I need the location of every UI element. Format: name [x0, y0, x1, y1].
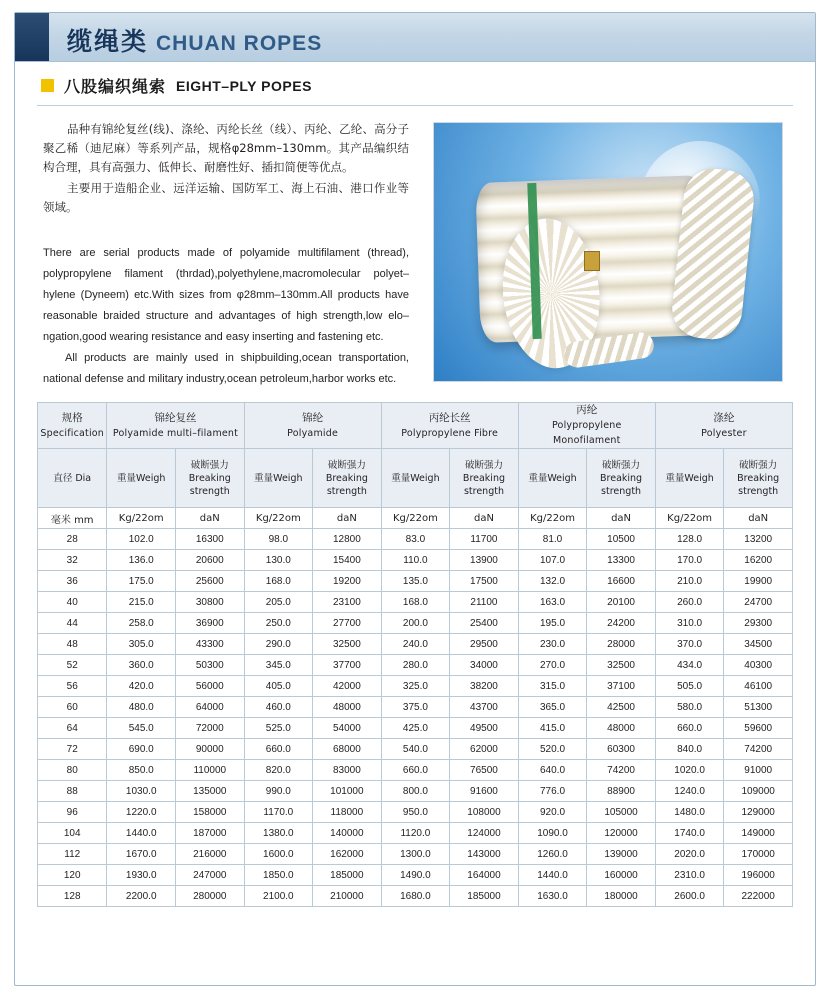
cn-paragraph-2: 主要用于造船企业、远洋运输、国防军工、海上石油、港口作业等领域。 [43, 181, 409, 214]
page-frame [14, 12, 816, 986]
table-cell: 1300.0 [381, 844, 450, 865]
table-cell: 280000 [176, 886, 245, 907]
subhead-weight-3: 重量Weigh [381, 449, 450, 508]
table-cell: 49500 [450, 718, 519, 739]
header-title-cn: 缆绳类 [67, 27, 149, 56]
table-cell: 16300 [176, 529, 245, 550]
table-cell: 25400 [450, 613, 519, 634]
group-cn: 涤纶 [713, 411, 735, 424]
table-cell: 30800 [176, 592, 245, 613]
group-header-polypropylene-monofilament [518, 403, 655, 449]
table-cell: 101000 [313, 781, 382, 802]
table-cell: 250.0 [244, 613, 313, 634]
table-cell: 110.0 [381, 550, 450, 571]
table-cell: 19900 [724, 571, 793, 592]
subhead-diameter: 直径 Dia [38, 449, 107, 508]
subhead-weight-2: 重量Weigh [244, 449, 313, 508]
table-cell: 163.0 [518, 592, 587, 613]
table-cell: 98.0 [244, 529, 313, 550]
table-cell: 91000 [724, 760, 793, 781]
table-row [38, 550, 793, 571]
table-cell: 920.0 [518, 802, 587, 823]
group-en: Polyamide multi–filament [112, 427, 239, 439]
table-cell: 25600 [176, 571, 245, 592]
table-cell: 2100.0 [244, 886, 313, 907]
table-cell: 168.0 [244, 571, 313, 592]
table-cell: 1680.0 [381, 886, 450, 907]
table-cell: 800.0 [381, 781, 450, 802]
table-cell: 280.0 [381, 655, 450, 676]
table-cell: 10500 [587, 529, 656, 550]
table-cell: 2600.0 [655, 886, 724, 907]
table-cell: 164000 [450, 865, 519, 886]
table-cell: 2200.0 [107, 886, 176, 907]
table-cell: 13300 [587, 550, 656, 571]
table-cell: 24200 [587, 613, 656, 634]
table-cell: 15400 [313, 550, 382, 571]
table-cell: 215.0 [107, 592, 176, 613]
table-cell: 210000 [313, 886, 382, 907]
table-cell: 37100 [587, 676, 656, 697]
table-cell: 1380.0 [244, 823, 313, 844]
table-cell: 88900 [587, 781, 656, 802]
table-cell: 17500 [450, 571, 519, 592]
table-cell: 1170.0 [244, 802, 313, 823]
table-cell: 130.0 [244, 550, 313, 571]
table-cell: 64000 [176, 697, 245, 718]
group-en: Polypropylene Fibre [401, 427, 499, 439]
chinese-description [37, 120, 409, 217]
table-cell: 415.0 [518, 718, 587, 739]
table-cell: 128.0 [655, 529, 724, 550]
table-cell: 96 [38, 802, 107, 823]
table-cell: 1440.0 [107, 823, 176, 844]
bullet-square-icon [41, 79, 54, 92]
table-cell: 290.0 [244, 634, 313, 655]
subhead-weight-5: 重量Weigh [655, 449, 724, 508]
table-cell: 375.0 [381, 697, 450, 718]
unit-cell: Kg/22om [107, 508, 176, 529]
table-cell: 540.0 [381, 739, 450, 760]
table-cell: 1240.0 [655, 781, 724, 802]
table-cell: 158000 [176, 802, 245, 823]
table-cell: 120 [38, 865, 107, 886]
table-cell: 34500 [724, 634, 793, 655]
group-cn: 丙纶 [576, 404, 598, 416]
table-cell: 216000 [176, 844, 245, 865]
table-cell: 56000 [176, 676, 245, 697]
page-header [15, 13, 815, 62]
table-cell: 175.0 [107, 571, 176, 592]
table-cell: 12800 [313, 529, 382, 550]
table-cell: 1850.0 [244, 865, 313, 886]
table-cell: 37700 [313, 655, 382, 676]
table-cell: 143000 [450, 844, 519, 865]
table-row [38, 571, 793, 592]
table-cell: 62000 [450, 739, 519, 760]
table-cell: 1220.0 [107, 802, 176, 823]
table-cell: 1020.0 [655, 760, 724, 781]
subhead-breaking-strength-2: 破断强力 Breaking strength [313, 449, 382, 508]
table-cell: 48 [38, 634, 107, 655]
table-row [38, 634, 793, 655]
table-row [38, 781, 793, 802]
subhead-breaking-strength-3: 破断强力 Breaking strength [450, 449, 519, 508]
table-cell: 315.0 [518, 676, 587, 697]
group-header-polypropylene-fibre [381, 403, 518, 449]
table-cell: 42500 [587, 697, 656, 718]
table-cell: 990.0 [244, 781, 313, 802]
table-cell: 168.0 [381, 592, 450, 613]
table-cell: 310.0 [655, 613, 724, 634]
table-row [38, 739, 793, 760]
table-cell: 200.0 [381, 613, 450, 634]
table-cell: 72 [38, 739, 107, 760]
unit-cell: daN [450, 508, 519, 529]
header-title-en: CHUAN ROPES [156, 32, 323, 55]
table-cell: 185000 [450, 886, 519, 907]
table-cell: 170000 [724, 844, 793, 865]
table-cell: 68000 [313, 739, 382, 760]
table-cell: 1480.0 [655, 802, 724, 823]
product-photo [433, 122, 783, 382]
spec-table-wrap [15, 396, 815, 907]
table-cell: 13900 [450, 550, 519, 571]
table-cell: 434.0 [655, 655, 724, 676]
table-cell: 29300 [724, 613, 793, 634]
table-cell: 1120.0 [381, 823, 450, 844]
subhead-breaking-strength-4: 破断强力 Breaking strength [587, 449, 656, 508]
table-cell: 72000 [176, 718, 245, 739]
table-cell: 46100 [724, 676, 793, 697]
unit-cell: 毫米 mm [38, 508, 107, 529]
table-cell: 170.0 [655, 550, 724, 571]
table-cell: 20600 [176, 550, 245, 571]
table-cell: 60 [38, 697, 107, 718]
group-header-polyamide [244, 403, 381, 449]
header-accent-bar [15, 13, 49, 61]
table-cell: 21100 [450, 592, 519, 613]
table-cell: 1670.0 [107, 844, 176, 865]
table-cell: 140000 [313, 823, 382, 844]
unit-cell: daN [176, 508, 245, 529]
table-cell: 60300 [587, 739, 656, 760]
table-cell: 110000 [176, 760, 245, 781]
table-cell: 1030.0 [107, 781, 176, 802]
table-cell: 196000 [724, 865, 793, 886]
table-cell: 210.0 [655, 571, 724, 592]
table-cell: 56 [38, 676, 107, 697]
table-row [38, 718, 793, 739]
table-cell: 105000 [587, 802, 656, 823]
table-cell: 776.0 [518, 781, 587, 802]
table-cell: 660.0 [244, 739, 313, 760]
content-area [15, 106, 815, 396]
group-cn: 规格 [61, 411, 83, 424]
table-cell: 74200 [587, 760, 656, 781]
table-cell: 42000 [313, 676, 382, 697]
unit-cell: Kg/22om [518, 508, 587, 529]
table-cell: 690.0 [107, 739, 176, 760]
table-row [38, 655, 793, 676]
table-cell: 260.0 [655, 592, 724, 613]
subhead-weight-4: 重量Weigh [518, 449, 587, 508]
table-cell: 1440.0 [518, 865, 587, 886]
table-row [38, 802, 793, 823]
table-cell: 247000 [176, 865, 245, 886]
table-cell: 36 [38, 571, 107, 592]
table-cell: 91600 [450, 781, 519, 802]
table-cell: 160000 [587, 865, 656, 886]
table-cell: 74200 [724, 739, 793, 760]
table-cell: 112 [38, 844, 107, 865]
table-cell: 1930.0 [107, 865, 176, 886]
table-cell: 139000 [587, 844, 656, 865]
group-header-polyamide-multifilament [107, 403, 244, 449]
table-cell: 1600.0 [244, 844, 313, 865]
table-cell: 104 [38, 823, 107, 844]
table-cell: 32500 [587, 655, 656, 676]
table-cell: 16600 [587, 571, 656, 592]
table-cell: 135.0 [381, 571, 450, 592]
table-cell: 1740.0 [655, 823, 724, 844]
subhead-breaking-strength-5: 破断强力 Breaking strength [724, 449, 793, 508]
table-cell: 1630.0 [518, 886, 587, 907]
table-cell: 50300 [176, 655, 245, 676]
table-cell: 325.0 [381, 676, 450, 697]
table-body [38, 508, 793, 907]
table-cell: 525.0 [244, 718, 313, 739]
table-cell: 1490.0 [381, 865, 450, 886]
table-cell: 660.0 [655, 718, 724, 739]
table-cell: 120000 [587, 823, 656, 844]
table-cell: 345.0 [244, 655, 313, 676]
unit-cell: daN [587, 508, 656, 529]
table-cell: 460.0 [244, 697, 313, 718]
group-en: Polypropylene Monofilament [551, 420, 622, 446]
table-cell: 128 [38, 886, 107, 907]
table-cell: 850.0 [107, 760, 176, 781]
table-cell: 2310.0 [655, 865, 724, 886]
table-cell: 27700 [313, 613, 382, 634]
table-cell: 1260.0 [518, 844, 587, 865]
table-cell: 162000 [313, 844, 382, 865]
table-cell: 51300 [724, 697, 793, 718]
rope-label-tag [584, 251, 600, 271]
table-cell: 64 [38, 718, 107, 739]
table-cell: 16200 [724, 550, 793, 571]
table-head [38, 403, 793, 508]
table-row [38, 844, 793, 865]
table-cell: 83000 [313, 760, 382, 781]
en-paragraph-1: There are serial products made of polyamide multifilament (thread), polypropylene filament (thrdad),polyethylene,macromolecular polyet–hylene (Dyneem) etc.With sizes from φ28mm–130mm.All products have reasonable braided structure and advantages of high strength,low elo–ngation,good wearing resistance and easy inserting and fastening etc. [43, 247, 409, 343]
table-cell: 580.0 [655, 697, 724, 718]
table-cell: 28 [38, 529, 107, 550]
group-en: Polyamide [287, 427, 339, 439]
unit-cell: Kg/22om [381, 508, 450, 529]
table-cell: 83.0 [381, 529, 450, 550]
subhead-breaking-strength-1: 破断强力 Breaking strength [176, 449, 245, 508]
table-row [38, 865, 793, 886]
specification-table [37, 402, 793, 907]
table-cell: 20100 [587, 592, 656, 613]
table-cell: 32 [38, 550, 107, 571]
unit-cell: Kg/22om [244, 508, 313, 529]
group-header-polyester [655, 403, 792, 449]
table-cell: 135000 [176, 781, 245, 802]
table-cell: 80 [38, 760, 107, 781]
table-cell: 270.0 [518, 655, 587, 676]
table-cell: 52 [38, 655, 107, 676]
table-cell: 370.0 [655, 634, 724, 655]
table-cell: 28000 [587, 634, 656, 655]
table-cell: 205.0 [244, 592, 313, 613]
table-row [38, 676, 793, 697]
table-cell: 107.0 [518, 550, 587, 571]
table-cell: 820.0 [244, 760, 313, 781]
table-cell: 54000 [313, 718, 382, 739]
table-cell: 360.0 [107, 655, 176, 676]
table-row [38, 823, 793, 844]
table-cell: 480.0 [107, 697, 176, 718]
table-cell: 230.0 [518, 634, 587, 655]
table-row [38, 592, 793, 613]
table-cell: 129000 [724, 802, 793, 823]
table-cell: 43300 [176, 634, 245, 655]
table-cell: 420.0 [107, 676, 176, 697]
group-cn: 锦纶 [302, 411, 324, 424]
table-cell: 40 [38, 592, 107, 613]
table-cell: 19200 [313, 571, 382, 592]
table-cell: 185000 [313, 865, 382, 886]
table-cell: 840.0 [655, 739, 724, 760]
table-cell: 240.0 [381, 634, 450, 655]
table-cell: 640.0 [518, 760, 587, 781]
table-cell: 36900 [176, 613, 245, 634]
group-en: Specification [40, 427, 105, 439]
group-en: Polyester [701, 427, 747, 439]
english-description [37, 243, 409, 390]
group-cn: 丙纶长丝 [428, 411, 471, 424]
table-cell: 124000 [450, 823, 519, 844]
table-cell: 660.0 [381, 760, 450, 781]
table-cell: 109000 [724, 781, 793, 802]
table-cell: 81.0 [518, 529, 587, 550]
table-cell: 48000 [587, 718, 656, 739]
table-cell: 108000 [450, 802, 519, 823]
table-cell: 1090.0 [518, 823, 587, 844]
description-column [37, 120, 409, 390]
table-cell: 425.0 [381, 718, 450, 739]
table-cell: 520.0 [518, 739, 587, 760]
table-cell: 88 [38, 781, 107, 802]
group-header-specification [38, 403, 107, 449]
en-paragraph-2: All products are mainly used in shipbuilding,ocean transportation, national defense and military industry,ocean petroleum,harbor works etc. [43, 352, 409, 385]
table-row [38, 760, 793, 781]
table-cell: 305.0 [107, 634, 176, 655]
table-cell: 44 [38, 613, 107, 634]
table-row [38, 613, 793, 634]
table-cell: 48000 [313, 697, 382, 718]
table-cell: 23100 [313, 592, 382, 613]
subtitle-en: EIGHT–PLY POPES [176, 77, 312, 94]
subhead-weight-1: 重量Weigh [107, 449, 176, 508]
sub-header-row [38, 449, 793, 508]
table-cell: 132.0 [518, 571, 587, 592]
subtitle-cn: 八股编织绳索 [64, 77, 167, 96]
table-cell: 76500 [450, 760, 519, 781]
table-cell: 59600 [724, 718, 793, 739]
unit-cell: daN [724, 508, 793, 529]
section-subtitle [15, 62, 815, 103]
cn-paragraph-1: 品种有锦纶复丝(线)、涤纶、丙纶长丝（线）、丙纶、乙纶、高分子聚乙稀（迪尼麻）等系列产品，规格φ28mm–130mm。其产品编织结构合理，具有高强力、低伸长、耐磨性好、插扣简便等优点。 [43, 122, 409, 174]
table-cell: 34000 [450, 655, 519, 676]
table-cell: 102.0 [107, 529, 176, 550]
group-cn: 锦纶复丝 [154, 411, 197, 424]
unit-cell: Kg/22om [655, 508, 724, 529]
group-header-row [38, 403, 793, 449]
table-cell: 505.0 [655, 676, 724, 697]
table-cell: 222000 [724, 886, 793, 907]
table-cell: 180000 [587, 886, 656, 907]
units-row [38, 508, 793, 529]
table-cell: 258.0 [107, 613, 176, 634]
table-cell: 118000 [313, 802, 382, 823]
unit-cell: daN [313, 508, 382, 529]
photo-column [423, 120, 793, 390]
table-cell: 90000 [176, 739, 245, 760]
header-title [67, 22, 322, 58]
table-cell: 29500 [450, 634, 519, 655]
table-cell: 11700 [450, 529, 519, 550]
table-cell: 13200 [724, 529, 793, 550]
table-cell: 40300 [724, 655, 793, 676]
table-cell: 950.0 [381, 802, 450, 823]
table-cell: 149000 [724, 823, 793, 844]
table-cell: 24700 [724, 592, 793, 613]
table-cell: 365.0 [518, 697, 587, 718]
table-row [38, 697, 793, 718]
table-cell: 38200 [450, 676, 519, 697]
footer-space [15, 907, 815, 923]
table-cell: 195.0 [518, 613, 587, 634]
table-cell: 2020.0 [655, 844, 724, 865]
table-cell: 545.0 [107, 718, 176, 739]
table-cell: 32500 [313, 634, 382, 655]
table-cell: 187000 [176, 823, 245, 844]
table-row [38, 886, 793, 907]
table-cell: 405.0 [244, 676, 313, 697]
table-cell: 136.0 [107, 550, 176, 571]
table-cell: 43700 [450, 697, 519, 718]
table-row [38, 529, 793, 550]
